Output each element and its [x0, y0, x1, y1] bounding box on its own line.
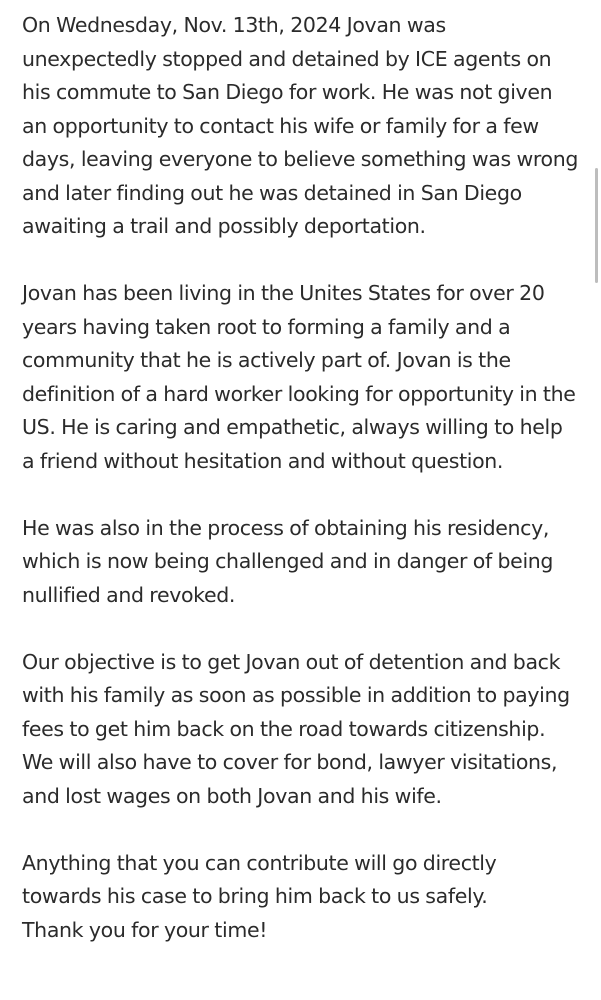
- text-line: fees to get him back on the road towards citizenship.: [22, 716, 546, 741]
- text-line: community that he is actively part of. Jovan is the: [22, 348, 511, 372]
- story-paragraph: [22, 847, 584, 948]
- text-line: years having taken root to forming a family and a: [22, 314, 511, 339]
- text-line: an opportunity to contact his wife or family for a few: [22, 113, 539, 138]
- story-paragraph: [22, 277, 584, 478]
- text-line: Thank you for your time!: [22, 917, 268, 942]
- text-line: Our objective is to get Jovan out of detention and back: [22, 649, 561, 674]
- text-line: US. He is caring and empathetic, always willing to help: [22, 415, 563, 439]
- story-paragraph: [22, 9, 584, 244]
- text-line: definition of a hard worker looking for opportunity in the: [22, 381, 576, 406]
- text-line: a friend without hesitation and without question.: [22, 448, 504, 473]
- text-line: and lost wages on both Jovan and his wife.: [22, 783, 442, 808]
- text-line: On Wednesday, Nov. 13th, 2024 Jovan was: [22, 13, 446, 37]
- text-line: Anything that you can contribute will go directly: [22, 850, 497, 875]
- text-line: Jovan has been living in the Unites States for over 20: [22, 281, 545, 305]
- text-line: He was also in the process of obtaining his residency,: [22, 515, 550, 540]
- text-line: We will also have to cover for bond, lawyer visitations,: [22, 750, 558, 774]
- text-line: unexpectedly stopped and detained by ICE agents on: [22, 46, 552, 71]
- text-line: his commute to San Diego for work. He was not given: [22, 80, 553, 104]
- text-line: days, leaving everyone to believe something was wrong: [22, 147, 579, 171]
- text-line: nullified and revoked.: [22, 582, 236, 607]
- text-line: towards his case to bring him back to us safely.: [22, 884, 488, 908]
- story-text: [22, 9, 584, 947]
- text-line: and later finding out he was detained in San Diego: [22, 180, 522, 205]
- story-paragraph: [22, 512, 584, 613]
- text-line: which is now being challenged and in danger of being: [22, 549, 554, 573]
- text-line: awaiting a trail and possibly deportation.: [22, 214, 426, 238]
- story-paragraph: [22, 646, 584, 814]
- scrollbar[interactable]: [595, 168, 598, 283]
- text-line: with his family as soon as possible in addition to paying: [22, 683, 570, 707]
